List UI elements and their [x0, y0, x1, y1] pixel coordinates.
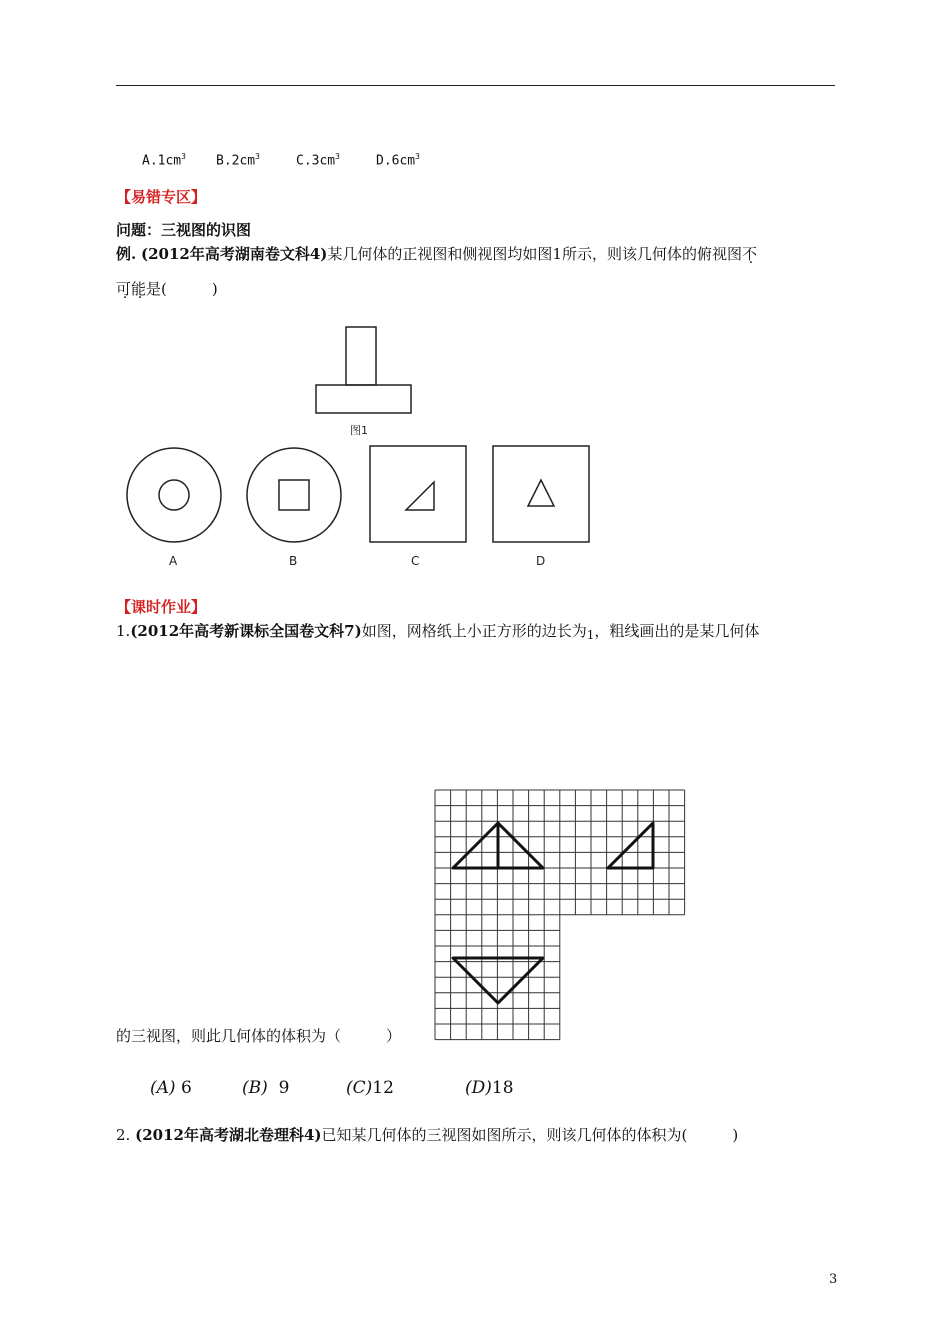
choice-b-outer-circle	[247, 448, 341, 542]
emphasis-char-3: 能	[131, 280, 147, 298]
example-label: 例.	[116, 245, 137, 263]
question2-line	[116, 1124, 738, 1145]
figure1-caption: 图1	[350, 424, 368, 437]
question2-text: 已知某几何体的三视图如图所示，则该几何体的体积为( )	[321, 1126, 739, 1144]
q1-option-d: (D)18	[465, 1078, 514, 1098]
question1-unit-length: 1	[586, 628, 595, 642]
question2-source: (2012年高考湖北卷理科4)	[135, 1126, 322, 1144]
choice-a-label: A	[169, 554, 178, 568]
example-source: (2012年高考湖南卷文科4)	[141, 245, 328, 263]
q1-option-b: (B) 9	[242, 1078, 290, 1098]
choice-c-label: C	[411, 554, 420, 568]
page-number: 3	[829, 1272, 838, 1287]
question1-number: 1.	[116, 622, 131, 640]
emphasis-char-1: 不	[741, 245, 757, 263]
choice-b-inner-square	[279, 480, 309, 510]
example-text: 某几何体的正视图和侧视图均如图1所示，则该几何体的俯视图	[327, 245, 742, 263]
choice-c-triangle	[406, 482, 434, 510]
side-view-triangle	[608, 823, 653, 868]
q1-option-c: (C)12	[346, 1078, 394, 1098]
section-heading-homework: 【课时作业】	[116, 598, 207, 616]
figure1-base	[316, 385, 411, 413]
question1-text-2: ，粗线画出的是某几何体	[594, 622, 760, 640]
choice-a-inner-circle	[159, 480, 189, 510]
option-d: $D.6cm^3$	[376, 152, 420, 169]
question1-text: 如图，网格纸上小正方形的边长为	[361, 622, 587, 640]
option-b: $B.2cm^3$	[216, 152, 260, 169]
option-c: $C.3cm^3$	[296, 152, 340, 169]
problem-title: 问题：三视图的识图	[116, 221, 252, 239]
choice-d-label: D	[536, 554, 546, 568]
example-line	[116, 243, 757, 264]
grid-three-views	[430, 785, 690, 1045]
choice-a-outer-circle	[127, 448, 221, 542]
section-heading-errors: 【易错专区】	[116, 188, 207, 206]
choice-d-triangle	[528, 480, 554, 506]
figure1-upright	[346, 327, 376, 385]
example-line-2	[116, 278, 218, 299]
choice-c-square	[370, 446, 466, 542]
question1-line	[116, 620, 759, 642]
question1-source: (2012年高考新课标全国卷文科7)	[130, 622, 362, 640]
example-tail: 是( )	[146, 280, 218, 298]
question1-tail: 的三视图，则此几何体的体积为（ ）	[116, 1027, 402, 1045]
choice-d-square	[493, 446, 589, 542]
q1-option-a: (A) 6	[150, 1078, 192, 1098]
question2-number: 2.	[116, 1126, 131, 1144]
emphasis-char-2: 可	[116, 280, 132, 298]
choice-b-label: B	[289, 554, 298, 568]
option-a: $A.1cm^3$	[142, 152, 186, 169]
header-rule	[116, 85, 835, 86]
figure-three-views	[116, 318, 616, 578]
